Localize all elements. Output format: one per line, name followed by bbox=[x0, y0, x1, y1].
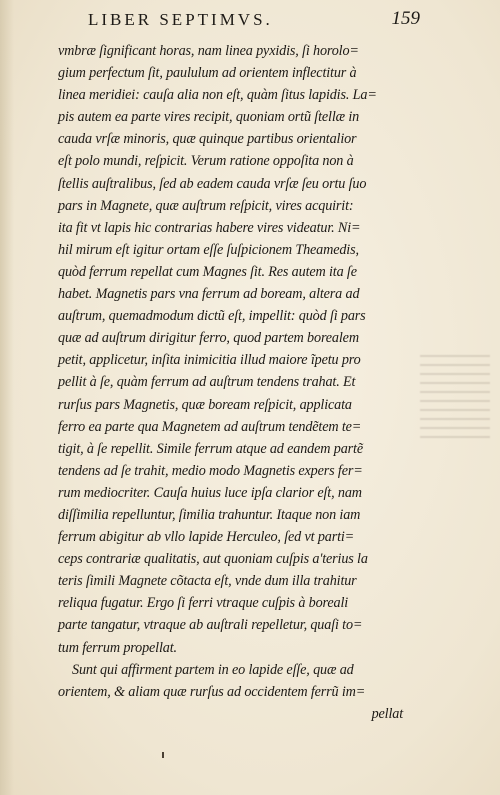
text-line: eſt polo mundi, reſpicit. Verum ratione oppoſita non à bbox=[58, 153, 354, 170]
text-line: pellit à ſe, quàm ferrum ad auſtrum tendens trahat. Et bbox=[58, 374, 356, 391]
text-line: tum ferrum propellat. bbox=[58, 639, 177, 656]
text-line: pis autem ea parte vires recipit, quoniam ortũ ſtellæ in bbox=[58, 109, 360, 126]
text-line: auſtrum, quemadmodum dictũ eſt, impellit: quòd ſi pars bbox=[58, 308, 366, 325]
text-line: petit, applicetur, inſita inimicitia illud maiore ĩpetu pro bbox=[58, 352, 361, 369]
text-line: ita fit vt lapis hic contrarias habere vires videatur. Ni= bbox=[58, 219, 361, 236]
page-number: 159 bbox=[391, 8, 420, 29]
running-title: LIBER SEPTIMVS. bbox=[88, 10, 273, 29]
text-line: ſtellis auſtralibus, ſed ab eadem cauda vrſæ ſeu ortu ſuo bbox=[58, 175, 367, 192]
paragraph-2-line: orientem, & aliam quæ rurſus ad occidentem ferrũ im= bbox=[58, 683, 366, 700]
text-line: ceps contrariæ qualitatis, aut quoniam cuſpis a'terius la bbox=[58, 551, 368, 568]
text-line: rurſus pars Magnetis, quæ boream reſpicit, applicata bbox=[58, 396, 352, 413]
page-gutter-shadow bbox=[0, 0, 14, 795]
page-header bbox=[88, 8, 420, 32]
text-line: gium perfectum ſit, paululum ad orientem inflectitur à bbox=[58, 65, 357, 82]
text-line: hil mirum eſt igitur ortam eſſe ſuſpicionem Theamedis, bbox=[58, 241, 359, 258]
catchword: pellat bbox=[371, 705, 403, 722]
text-line: cauda vrſæ minoris, quæ quinque partibus orientalior bbox=[58, 131, 357, 148]
text-line: habet. Magnetis pars vna ferrum ad boream, altera ad bbox=[58, 286, 360, 303]
text-line: linea meridiei: cauſa alia non eſt, quàm ſitus lapidis. La= bbox=[58, 87, 377, 104]
text-line: ferrum abigitur ab vllo lapide Herculeo, ſed vt parti= bbox=[58, 529, 355, 546]
show-through-ink bbox=[420, 355, 490, 445]
text-line: pars in Magnete, quæ auſtrum reſpicit, vires acquirit: bbox=[58, 197, 354, 214]
text-line: diſſimilia repelluntur, ſimilia trahuntur. Itaque non iam bbox=[58, 506, 361, 523]
paper-mark bbox=[162, 752, 164, 758]
text-line: quòd ferrum repellat cum Magnes ſit. Res autem ita ſe bbox=[58, 263, 357, 280]
text-line: rum mediocriter. Cauſa huius luce ipſa clarior eſt, nam bbox=[58, 484, 362, 501]
text-line: tigit, à ſe repellit. Simile ferrum atque ad eandem partẽ bbox=[58, 440, 363, 457]
text-line: quæ ad auſtrum dirigitur ferro, quod partem borealem bbox=[58, 330, 359, 347]
text-line: vmbræ ſignificant horas, nam linea pyxidis, ſi horolo= bbox=[58, 43, 359, 59]
text-line: parte tangatur, vtraque ab auſtrali repelletur, quaſi to= bbox=[58, 617, 363, 634]
paragraph-2-line: Sunt qui affirment partem in eo lapide eſſe, quæ ad bbox=[72, 661, 354, 678]
text-line: ferro ea parte qua Magnetem ad auſtrum tendẽtem te= bbox=[58, 418, 362, 435]
text-line: reliqua fugatur. Ergo ſi ferri vtraque cuſpis à boreali bbox=[58, 595, 349, 612]
text-line: teris ſimili Magnete cõtacta eſt, vnde dum illa trahitur bbox=[58, 573, 357, 590]
body-text bbox=[58, 40, 403, 725]
text-line: tendens ad ſe trahit, medio modo Magnetis expers fer= bbox=[58, 462, 363, 479]
